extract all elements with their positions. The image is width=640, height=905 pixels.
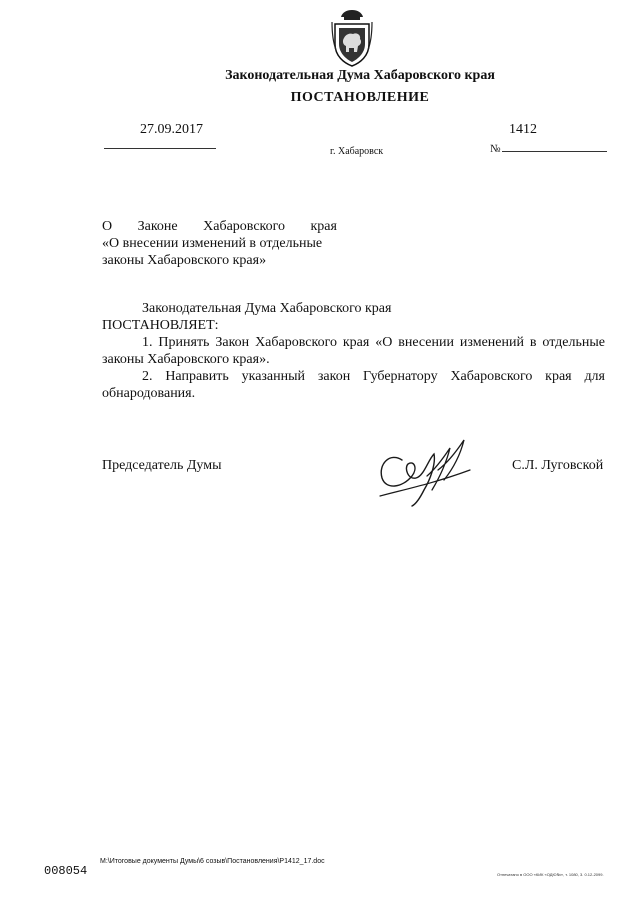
print-note: Отпечатано в ООО «КИК «ОДЮ№», т. 1080, 3. 0.12-2099. bbox=[497, 872, 604, 877]
signatory-name: С.Л. Луговской bbox=[512, 458, 604, 473]
document-city: г. Хабаровск bbox=[330, 146, 384, 157]
subject-line-2: «О внесении изменений в отдельные bbox=[102, 236, 323, 251]
subject-word: Законе bbox=[137, 219, 178, 234]
document-date: 27.09.2017 bbox=[140, 122, 203, 137]
resolves-keyword: ПОСТАНОВЛЯЕТ: bbox=[102, 318, 219, 333]
resolution-item-1: 1. Принять Закон Хабаровского края «О внесении изменений в отдельные законы Хабаровского края». bbox=[102, 335, 605, 367]
organization-name: Законодательная Дума Хабаровского края bbox=[225, 68, 495, 83]
number-sign: № bbox=[490, 143, 501, 155]
subject-word: Хабаровского bbox=[203, 219, 286, 234]
preamble: Законодательная Дума Хабаровского края bbox=[142, 301, 392, 316]
registration-code: 008054 bbox=[44, 864, 88, 878]
coat-of-arms-emblem bbox=[330, 8, 374, 68]
subject-line-1 bbox=[102, 218, 337, 235]
subject-word: края bbox=[310, 219, 337, 234]
date-underline bbox=[104, 148, 216, 149]
signatory-title: Председатель Думы bbox=[102, 458, 222, 473]
subject-word: О bbox=[102, 219, 113, 234]
handwritten-signature bbox=[372, 430, 477, 510]
subject-line-3: законы Хабаровского края» bbox=[102, 253, 267, 268]
number-underline bbox=[502, 151, 607, 152]
resolution-item-2: 2. Направить указанный закон Губернатору Хабаровского края для обнародования. bbox=[102, 369, 605, 401]
file-path: М:\Итоговые документы Думы\6 созыв\Постановления\P1412_17.doc bbox=[100, 858, 325, 865]
document-subject bbox=[102, 218, 337, 269]
document-type: ПОСТАНОВЛЕНИЕ bbox=[290, 90, 430, 105]
document-number: 1412 bbox=[509, 122, 537, 137]
resolution-body bbox=[102, 300, 605, 402]
